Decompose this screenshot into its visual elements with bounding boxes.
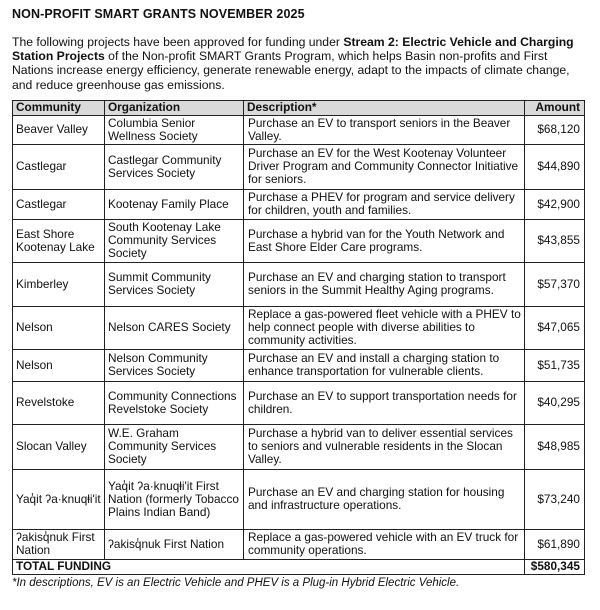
grants-table <box>12 100 585 575</box>
cell-description: Replace a gas-powered fleet vehicle with a PHEV to help connect people with diverse abilities to community activities. <box>244 306 525 349</box>
cell-organization: W.E. Graham Community Services Society <box>105 424 244 469</box>
cell-description: Purchase an EV and charging station for housing and infrastructure operations. <box>244 469 525 529</box>
cell-community: ʔakisq̓nuk First Nation <box>13 529 105 559</box>
cell-description: Purchase an EV and install a charging station to enhance transportation for vulnerable clients. <box>244 349 525 381</box>
table-row <box>13 424 585 469</box>
cell-amount: $73,240 <box>525 469 585 529</box>
cell-community: Yaq̓it ʔa·knuqⱡi'it <box>13 469 105 529</box>
cell-organization: Summit Community Services Society <box>105 262 244 306</box>
header-community: Community <box>13 100 105 115</box>
table-row <box>13 262 585 306</box>
cell-organization: Nelson Community Services Society <box>105 349 244 381</box>
cell-organization: ʔakisq̓nuk First Nation <box>105 529 244 559</box>
cell-community: Slocan Valley <box>13 424 105 469</box>
cell-community: Nelson <box>13 349 105 381</box>
cell-description: Purchase an EV and charging station to transport seniors in the Summit Healthy Aging programs. <box>244 262 525 306</box>
cell-amount: $47,065 <box>525 306 585 349</box>
cell-community: Beaver Valley <box>13 115 105 144</box>
total-label: TOTAL FUNDING <box>13 559 525 574</box>
table-row <box>13 144 585 189</box>
header-amount: Amount <box>525 100 585 115</box>
cell-description: Replace a gas-powered vehicle with an EV truck for community operations. <box>244 529 525 559</box>
cell-organization: Castlegar Community Services Society <box>105 144 244 189</box>
cell-description: Purchase an EV to support transportation needs for children. <box>244 381 525 424</box>
intro-paragraph <box>12 35 584 92</box>
header-description: Description* <box>244 100 525 115</box>
table-row <box>13 306 585 349</box>
table-row <box>13 115 585 144</box>
cell-organization: Community Connections Revelstoke Society <box>105 381 244 424</box>
cell-organization: Columbia Senior Wellness Society <box>105 115 244 144</box>
cell-amount: $61,890 <box>525 529 585 559</box>
table-row <box>13 529 585 559</box>
table-header-row <box>13 100 585 115</box>
cell-description: Purchase an EV to transport seniors in the Beaver Valley. <box>244 115 525 144</box>
table-row <box>13 469 585 529</box>
cell-description: Purchase a hybrid van to deliver essential services to seniors and vulnerable residents in the Slocan Valley. <box>244 424 525 469</box>
intro-text-after: of the Non-profit SMART Grants Program, which helps Basin non-profits and First Nations increase energy efficiency, generate renewable energy, adapt to the impacts of climate change, and reduce greenhouse gas emissions. <box>12 49 570 92</box>
cell-organization: Nelson CARES Society <box>105 306 244 349</box>
total-row <box>13 559 585 574</box>
document-title: NON-PROFIT SMART GRANTS NOVEMBER 2025 <box>12 7 305 21</box>
total-amount: $580,345 <box>525 559 585 574</box>
cell-amount: $40,295 <box>525 381 585 424</box>
cell-amount: $57,370 <box>525 262 585 306</box>
intro-text-before: The following projects have been approved for funding under <box>12 35 344 49</box>
header-organization: Organization <box>105 100 244 115</box>
cell-amount: $44,890 <box>525 144 585 189</box>
cell-amount: $68,120 <box>525 115 585 144</box>
cell-organization: Kootenay Family Place <box>105 189 244 219</box>
cell-description: Purchase an EV for the West Kootenay Volunteer Driver Program and Community Connector Initiative for seniors. <box>244 144 525 189</box>
cell-organization: South Kootenay Lake Community Services Society <box>105 219 244 262</box>
cell-amount: $51,735 <box>525 349 585 381</box>
cell-community: Nelson <box>13 306 105 349</box>
cell-community: Kimberley <box>13 262 105 306</box>
cell-community: East Shore Kootenay Lake <box>13 219 105 262</box>
cell-organization: Yaq̓it ʔa·knuqⱡi'it First Nation (formerly Tobacco Plains Indian Band) <box>105 469 244 529</box>
intro-stream-name: Stream 2: Electric Vehicle and Charging Station Projects <box>12 35 574 64</box>
cell-community: Castlegar <box>13 189 105 219</box>
cell-amount: $42,900 <box>525 189 585 219</box>
table-row <box>13 219 585 262</box>
cell-amount: $43,855 <box>525 219 585 262</box>
cell-amount: $48,985 <box>525 424 585 469</box>
table-row <box>13 189 585 219</box>
table-row <box>13 381 585 424</box>
cell-description: Purchase a PHEV for program and service delivery for children, youth and families. <box>244 189 525 219</box>
cell-description: Purchase a hybrid van for the Youth Network and East Shore Elder Care programs. <box>244 219 525 262</box>
cell-community: Revelstoke <box>13 381 105 424</box>
cell-community: Castlegar <box>13 144 105 189</box>
table-row <box>13 349 585 381</box>
footnote: *In descriptions, EV is an Electric Vehicle and PHEV is a Plug-in Hybrid Electric Vehicle. <box>12 576 460 589</box>
